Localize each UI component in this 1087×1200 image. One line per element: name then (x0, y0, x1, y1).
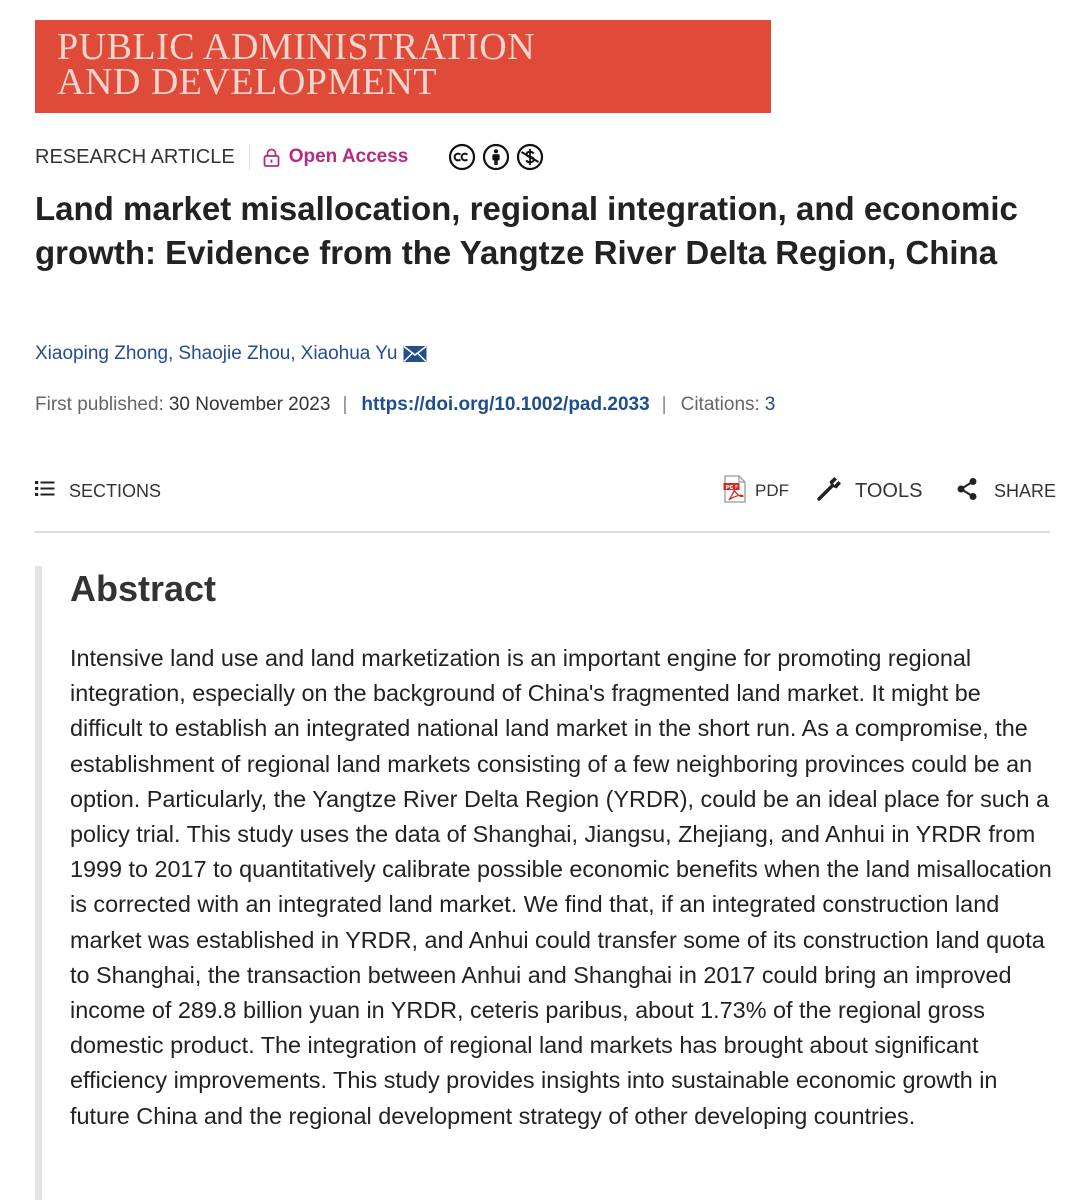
article-toolbar (35, 472, 1057, 510)
noncommercial-icon[interactable] (516, 143, 544, 171)
article-meta-row (35, 142, 544, 172)
author-link[interactable]: Xiaoping Zhong (35, 343, 169, 364)
wrench-icon (815, 475, 843, 508)
pdf-button[interactable] (723, 472, 789, 510)
sections-label: SECTIONS (69, 480, 162, 501)
share-label: SHARE (994, 480, 1057, 501)
citations-label: Citations: (680, 394, 760, 415)
share-icon (956, 477, 978, 506)
abstract-heading: Abstract (70, 568, 217, 609)
svg-text:PDF: PDF (725, 484, 739, 491)
abstract-side-bar (35, 566, 42, 1200)
divider (249, 144, 250, 170)
tools-button[interactable] (815, 472, 922, 510)
doi-link[interactable]: https://doi.org/10.1002/pad.2033 (361, 394, 650, 415)
journal-title-line-1: PUBLIC ADMINISTRATION (57, 26, 536, 68)
author-link[interactable]: Shaojie Zhou (178, 343, 291, 364)
tools-label: TOOLS (855, 479, 923, 502)
first-published-date: 30 November 2023 (168, 394, 331, 415)
toolbar-divider (35, 531, 1050, 533)
publication-info (35, 394, 775, 416)
divider: | (342, 394, 348, 415)
share-button[interactable] (956, 472, 1056, 510)
first-published-label: First published: (35, 394, 164, 415)
journal-banner[interactable] (35, 20, 771, 113)
article-title: Land market misallocation, regional integration, and economic growth: Evidence from the Yangtze River Delta Region, China (35, 190, 1018, 271)
attribution-icon[interactable] (482, 143, 510, 171)
pdf-label: PDF (755, 481, 789, 500)
cc-icon[interactable] (448, 143, 476, 171)
author-list (35, 343, 427, 365)
comma: , (290, 343, 296, 364)
open-access-label[interactable]: Open Access (288, 146, 409, 167)
comma: , (168, 343, 174, 364)
abstract-text: Intensive land use and land marketization is an important engine for promoting regional integration, especially on the background of China's fragmented land market. It might be difficult to establish an integrated national land market in the short run. As a compromise, the establishment of regional land markets consisting of a few neighboring provinces could be an option. Particularly, the Yangtze River Delta Region (YRDR), could be an ideal place for such a policy trial. This study uses the data of Shanghai, Jiangsu, Zhejiang, and Anhui in YRDR from 1999 to 2017 to quantitatively calibrate possible economic benefits when the land misallocation is corrected with an integrated land market. We find that, if an integrated construction land market was established in YRDR, and Anhui could transfer some of its construction land quota to Shanghai, the transaction between Anhui and Shanghai in 2017 could bring an improved income of 289.8 billion yuan in YRDR, ceteris paribus, about 1.73% of the regional gross domestic product. The integration of regional land markets has brought about significant efficiency improvements. This study provides insights into sustainable economic growth in future China and the regional development strategy of other developing countries. (70, 645, 1052, 1129)
lock-icon (263, 148, 280, 167)
sections-button[interactable] (35, 472, 161, 510)
license-icons[interactable] (448, 143, 544, 171)
author-link[interactable]: Xiaohua Yu (300, 343, 398, 364)
article-type: RESEARCH ARTICLE (35, 145, 235, 168)
journal-title-line-2: AND DEVELOPMENT (57, 61, 438, 103)
list-icon (35, 480, 55, 502)
corresponding-author-mail-icon[interactable] (403, 345, 427, 363)
pdf-icon (723, 474, 747, 509)
citations-count[interactable]: 3 (764, 394, 776, 415)
divider: | (661, 394, 667, 415)
